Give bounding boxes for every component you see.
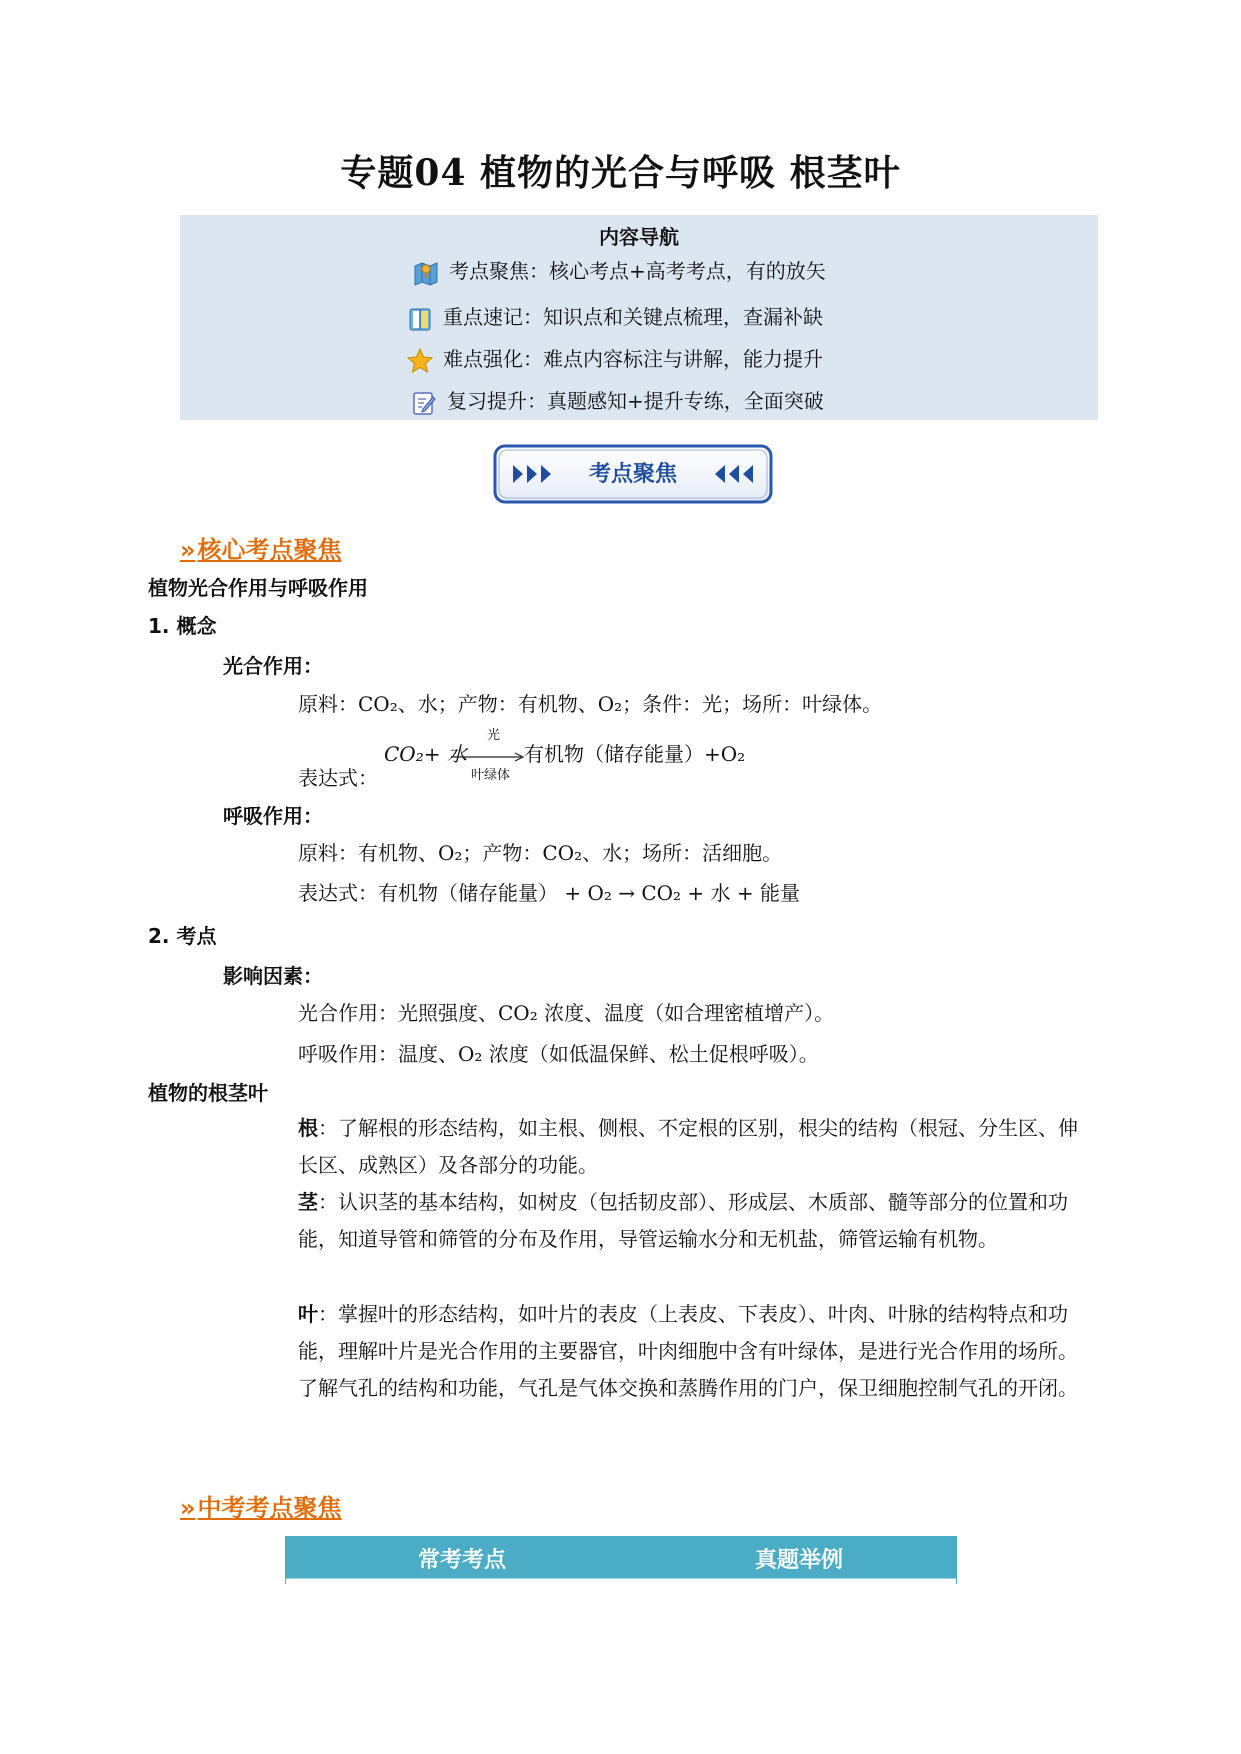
factors-heading: 影响因素： <box>223 964 323 988</box>
table-header-row <box>285 1536 957 1578</box>
nav-item-label: 复习提升：真题感知+提升专练，全面突破 <box>447 389 824 413</box>
topic-heading: 植物光合作用与呼吸作用 <box>148 576 368 600</box>
nav-item-focus <box>413 255 826 286</box>
formula-condition-top: 光 <box>487 728 501 743</box>
factor-respiration: 呼吸作用：温度、O₂ 浓度（如低温保鲜、松土促根呼吸）。 <box>298 1042 819 1066</box>
star-icon <box>407 348 433 374</box>
topic-heading: 植物的根茎叶 <box>148 1081 268 1105</box>
table-header-cell: 真题举例 <box>755 1548 844 1573</box>
root-paragraph <box>298 1110 1093 1184</box>
banner-label: 考点聚焦 <box>588 462 677 487</box>
formula-right: 有机物（储存能量）+O₂ <box>524 742 746 766</box>
root-text: ：了解根的形态结构，如主根、侧根、不定根的区别，根尖的结构（根冠、分生区、伸长区、成熟区）及各部分的功能。 <box>298 1116 1078 1177</box>
root-label: 根 <box>298 1116 318 1140</box>
factor-photosynthesis: 光合作用：光照强度、CO₂ 浓度、温度（如合理密植增产）。 <box>298 1001 835 1025</box>
concept-heading: 1. 概念 <box>148 614 217 638</box>
nav-item-label: 考点聚焦：核心考点+高考考点，有的放矢 <box>449 259 826 283</box>
formula-condition-bottom: 叶绿体 <box>471 768 511 783</box>
formula-left: CO₂+ 水 <box>384 742 467 766</box>
points-heading: 2. 考点 <box>148 924 217 948</box>
respiration-materials: 原料：有机物、O₂；产物：CO₂、水；场所：活细胞。 <box>298 841 783 865</box>
table-body-edge <box>285 1578 957 1584</box>
section-banner <box>493 444 773 506</box>
section-heading-exam <box>180 1488 342 1523</box>
table-header-cell: 常考考点 <box>418 1548 507 1573</box>
stem-text: ：认识茎的基本结构，如树皮（包括韧皮部）、形成层、木质部、髓等部分的位置和功能，知道导管和筛管的分布及作用，导管运输水分和无机盐，筛管运输有机物。 <box>298 1190 1068 1251</box>
nav-item-difficult <box>407 343 823 374</box>
nav-item-label: 难点强化：难点内容标注与讲解，能力提升 <box>443 347 823 371</box>
photosynthesis-materials: 原料：CO₂、水；产物：有机物、O₂；条件：光；场所：叶绿体。 <box>298 692 883 716</box>
stem-paragraph <box>298 1184 1093 1258</box>
section-heading-text: 核心考点聚焦 <box>197 536 342 564</box>
leaf-text: ：掌握叶的形态结构，如叶片的表皮（上表皮、下表皮）、叶肉、叶脉的结构特点和功能，理解叶片是光合作用的主要器官，叶肉细胞中含有叶绿体，是进行光合作用的场所。了解气孔的结构和功能，气孔是气体交换和蒸腾作用的门户，保卫细胞控制气孔的开闭。 <box>298 1302 1078 1400</box>
nav-item-memo <box>407 301 823 332</box>
edit-icon <box>411 390 437 416</box>
book-icon <box>407 306 433 332</box>
leaf-label: 叶 <box>298 1302 318 1326</box>
long-arrow-icon <box>451 748 525 760</box>
stem-label: 茎 <box>298 1190 318 1214</box>
page-title: 专题04 植物的光合与呼吸 根茎叶 <box>340 152 901 194</box>
double-chevron-icon: » <box>180 536 196 564</box>
nav-item-review <box>411 385 824 416</box>
formula-label: 表达式： <box>298 766 378 790</box>
section-heading-core <box>180 530 342 565</box>
respiration-heading: 呼吸作用： <box>223 804 323 828</box>
map-icon <box>413 260 439 286</box>
photosynthesis-heading: 光合作用： <box>223 654 323 678</box>
nav-heading: 内容导航 <box>599 225 679 249</box>
section-heading-text: 中考考点聚焦 <box>197 1494 342 1522</box>
double-chevron-icon: » <box>180 1494 196 1522</box>
nav-item-label: 重点速记：知识点和关键点梳理，查漏补缺 <box>443 305 823 329</box>
leaf-paragraph <box>298 1296 1093 1407</box>
content-nav <box>180 215 1098 420</box>
respiration-formula: 表达式：有机物（储存能量） + O₂ → CO₂ + 水 + 能量 <box>298 881 801 905</box>
